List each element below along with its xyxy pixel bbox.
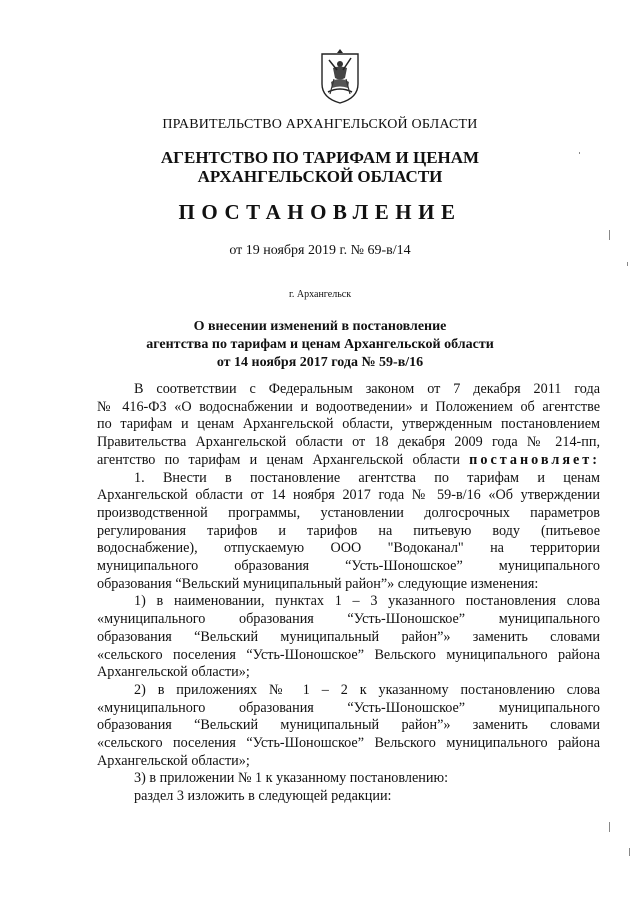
agency-name xyxy=(0,148,640,186)
text-line: 2) в приложениях № 1 – 2 к указанному постановлению слова xyxy=(134,681,600,698)
text-line: Правительства Архангельской области от 18 декабря 2009 года № 214-пп, xyxy=(97,434,600,451)
government-name: ПРАВИТЕЛЬСТВО АРХАНГЕЛЬСКОЙ ОБЛАСТИ xyxy=(162,117,478,132)
text-line: производственной программы, установлении долгосрочных параметров xyxy=(97,504,600,521)
agency-line-2: АРХАНГЕЛЬСКОЙ ОБЛАСТИ xyxy=(197,167,443,186)
text-line: В соответствии с Федеральным законом от 7 декабря 2011 года xyxy=(134,381,600,397)
text-line: «сельского поселения “Усть-Шоношское” Вельского муниципального района xyxy=(97,646,600,663)
document-type: ПОСТАНОВЛЕНИЕ xyxy=(178,200,462,224)
scan-speck xyxy=(627,262,628,266)
text-line: «сельского поселения “Усть-Шоношское” Вельского муниципального района xyxy=(97,735,600,752)
agency-line-1: АГЕНТСТВО ПО ТАРИФАМ И ЦЕНАМ xyxy=(160,148,480,167)
scan-speck xyxy=(579,152,580,154)
preamble-end: агентство по тарифам и ценам Архангельской области xyxy=(97,451,470,468)
text-line: муниципального образования “Усть-Шоношское” муниципального xyxy=(97,558,600,575)
text-line: 3) в приложении № 1 к указанному постановлению: xyxy=(134,770,449,787)
scan-speck xyxy=(609,230,610,240)
text-line: «муниципального образования “Усть-Шоношское” муниципального xyxy=(97,699,600,716)
text-line: 1) в наименовании, пунктах 1 – 3 указанного постановления слова xyxy=(134,593,600,610)
text-line: Архангельской области от 14 ноября 2017 года № 59-в/16 «Об утверждении xyxy=(97,487,600,504)
text-line: водоснабжение), отпускаемую ООО "Водоканал" на территории xyxy=(97,540,600,557)
text-line: регулирования тарифов и тарифов на питьевую воду (питьевое xyxy=(97,522,600,539)
subject-line-3: от 14 ноября 2017 года № 59-в/16 xyxy=(216,355,424,370)
coat-of-arms-icon xyxy=(319,48,361,104)
scan-speck xyxy=(609,822,610,832)
subject-line-1: О внесении изменений в постановление xyxy=(193,319,447,334)
resolves-word: постановляет: xyxy=(469,451,600,468)
date-number: от 19 ноября 2019 г. № 69-в/14 xyxy=(229,243,411,258)
subject-line-2: агентства по тарифам и ценам Архангельской области xyxy=(146,337,494,352)
text-line: раздел 3 изложить в следующей редакции: xyxy=(134,788,392,805)
text-line: 1. Внести в постановление агентства по тарифам и ценам xyxy=(134,469,600,486)
scan-speck xyxy=(629,848,630,856)
text-line: по тарифам и ценам Архангельской области, утвержденным постановлением xyxy=(97,416,600,433)
text-line xyxy=(97,452,600,470)
text-line: «муниципального образования “Усть-Шоношское” муниципального xyxy=(97,611,600,628)
text-line: Архангельской области»; xyxy=(97,664,250,681)
text-line: образования “Вельский муниципальный район”» следующие изменения: xyxy=(97,575,539,592)
document-subject xyxy=(0,318,640,372)
city: г. Архангельск xyxy=(288,289,352,300)
text-line: № 416-ФЗ «О водоснабжении и водоотведении» и Положением об агентстве xyxy=(97,398,600,415)
document-body xyxy=(97,381,600,806)
text-line: образования “Вельский муниципальный район”» заменить словами xyxy=(97,628,600,645)
text-line: образования “Вельский муниципальный район”» заменить словами xyxy=(97,717,600,734)
text-line: Архангельской области»; xyxy=(97,752,250,769)
